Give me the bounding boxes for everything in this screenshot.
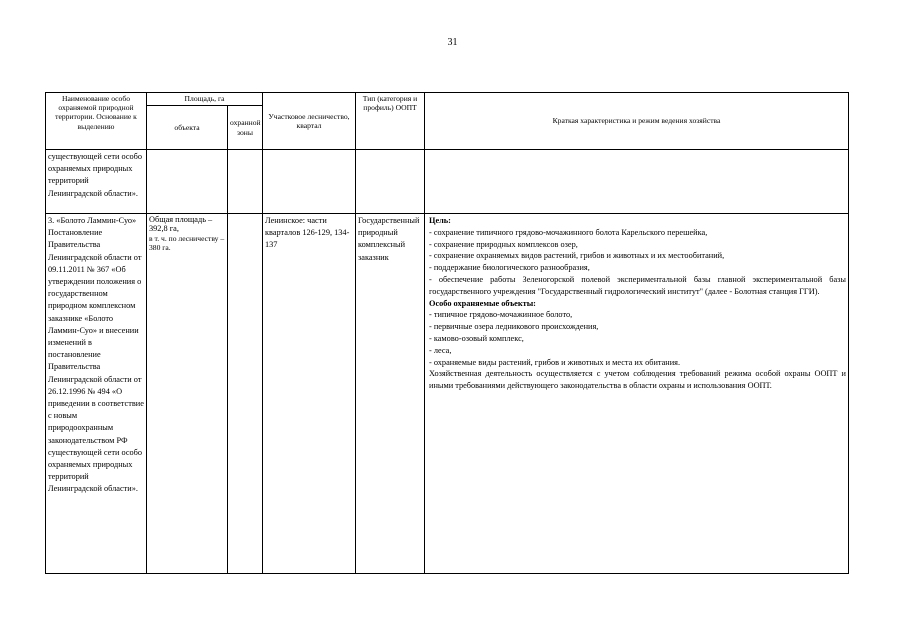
table-row <box>46 214 849 574</box>
area-forest-text: в т. ч. по лесничеству – 380 га. <box>149 233 225 253</box>
row-description-cell <box>425 150 849 214</box>
goal-heading: Цель: <box>429 216 451 225</box>
area-total-text: Общая площадь – 392,8 га, <box>149 215 213 234</box>
row-area-object-cell <box>147 150 228 214</box>
regime-text: Хозяйственная деятельность осуществляется с учетом соблюдения требований режима особой охраны ООПТ и иными требованиями действующего законодательства в области охраны и использования ООПТ. <box>429 369 846 391</box>
header-area-buffer: охранной зоны <box>228 106 263 150</box>
goal-item: - сохранение типичного грядово-мочажинного болота Карельского перешейка, <box>429 227 708 237</box>
goal-item: - поддержание биологического разнообразия, <box>429 263 590 273</box>
header-type: Тип (категория и профиль) ООПТ <box>356 93 425 150</box>
page-number: 31 <box>447 37 458 48</box>
row-forestry-cell <box>263 150 356 214</box>
object-item: - охраняемые виды растений, грибов и животных и места их обитания. <box>429 357 681 367</box>
object-item: - леса, <box>429 345 452 355</box>
goal-item: - сохранение охраняемых видов растений, грибов и животных и их местообитаний, <box>429 251 725 261</box>
protected-areas-table <box>45 92 849 574</box>
header-area-object: объекта <box>147 106 228 150</box>
objects-heading: Особо охраняемые объекты: <box>429 298 536 308</box>
header-area: Площадь, га <box>147 93 263 106</box>
header-name: Наименование особо охраняемой природной территории. Основание к выделению <box>46 93 147 150</box>
row-type-cell: Государственный природный комплексный заказник <box>356 214 425 574</box>
row-area-buffer-cell <box>228 214 263 574</box>
header-description: Краткая характеристика и режим ведения хозяйства <box>425 93 849 150</box>
goal-item: - обеспечение работы Зеленогорской полевой экспериментальной базы главной экспериментальной базы государственного учреждения "Государственный гидрологический институт" (далее - Болотная станция ГГИ). <box>429 274 846 296</box>
table-row <box>46 150 849 214</box>
header-row-1 <box>46 93 849 106</box>
object-item: - камово-озовый комплекс, <box>429 333 524 343</box>
object-item: - типичное грядово-мочажинное болото, <box>429 310 573 320</box>
row-name-cell: существующей сети особо охраняемых природных территорий Ленинградской области». <box>46 150 147 214</box>
row-type-cell <box>356 150 425 214</box>
row-name-cell: 3. «Болото Ламмин-Суо» Постановление Правительства Ленинградской области от 09.11.2011 № 367 «Об утверждении положения о государственном природном комплексном заказнике «Болото Ламмин-Суо» и внесении изменений в постановление Правительства Ленинградской области от 26.12.1996 № 494 «О приведении в соответствие с новым природоохранным законодательством РФ существующей сети особо охраняемых природных территорий Ленинградской области». <box>46 214 147 574</box>
row-description-cell <box>425 214 849 574</box>
object-item: - первичные озера ледникового происхождения, <box>429 322 599 332</box>
row-area-object-cell <box>147 214 228 574</box>
row-forestry-cell: Ленинское: части кварталов 126-129, 134-137 <box>263 214 356 574</box>
header-forestry: Участковое лесничество, квартал <box>263 93 356 150</box>
goal-item: - сохранение природных комплексов озер, <box>429 239 578 249</box>
row-area-buffer-cell <box>228 150 263 214</box>
